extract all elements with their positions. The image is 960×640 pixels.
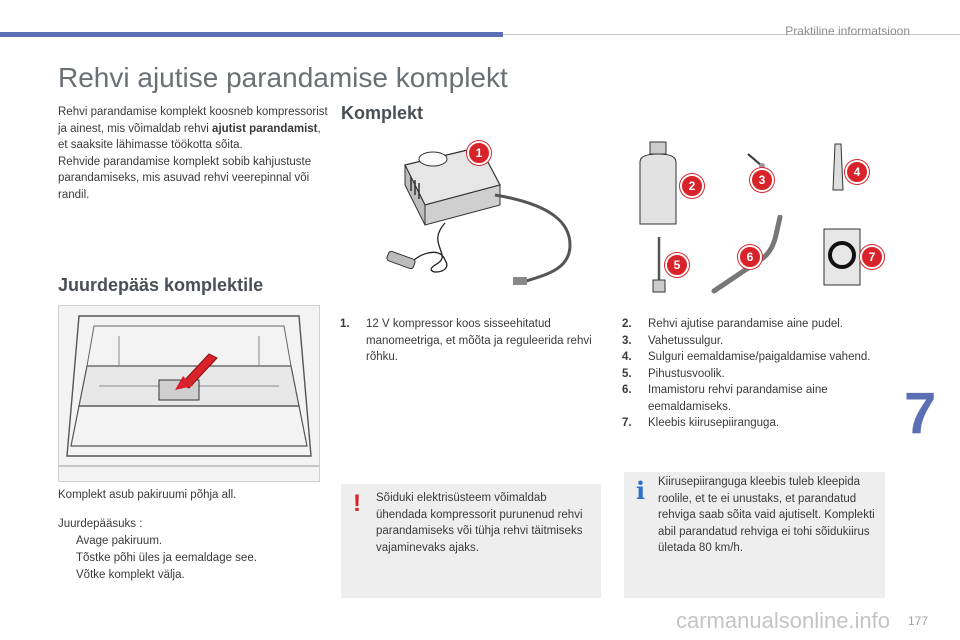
info-icon: i — [636, 476, 646, 505]
kit-item — [622, 415, 892, 432]
kit-item-text: Kleebis kiirusepiiranguga. — [648, 417, 780, 429]
section-title: Praktiline informatsioon — [785, 24, 910, 38]
kit-item-number: 2. — [622, 318, 632, 330]
badge-1: 1 — [467, 141, 491, 165]
kit-item-number: 5. — [622, 367, 632, 380]
access-steps-title: Juurdepääsuks : — [58, 518, 143, 530]
compressor-illustration — [385, 135, 585, 295]
access-caption: Komplekt asub pakiruumi põhja all. — [58, 489, 237, 501]
sticker-illustration — [820, 225, 885, 290]
kit-item — [622, 382, 892, 415]
badge-2: 2 — [680, 174, 704, 198]
kit-item-number: 3. — [622, 334, 632, 347]
badge-5: 5 — [665, 253, 689, 277]
trunk-illustration — [58, 305, 320, 482]
access-step-text: Avage pakiruum. — [76, 535, 163, 547]
valve-core-illustration — [740, 150, 780, 190]
hose-illustration — [645, 235, 695, 295]
access-steps — [58, 516, 257, 584]
kit-item-text: Vahetussulgur. — [648, 334, 724, 347]
intro-p1-b: , et saaksite lähimasse töökotta sõita. — [58, 122, 321, 151]
kit-heading: Komplekt — [341, 103, 424, 123]
kit-item-number: 4. — [622, 351, 632, 363]
kit-item-text: 12 V kompressor koos sisseehitatud manomeetriga, et mõõta ja reguleerida rehvi rõhku. — [366, 318, 592, 363]
access-step — [58, 567, 257, 584]
access-step — [58, 533, 257, 550]
kit-item-number: 1. — [340, 318, 350, 330]
kit-item-text: Imamistoru rehvi parandamise aine eemaldamiseks. — [648, 384, 828, 413]
badge-7: 7 — [860, 245, 884, 269]
intro-p2: Rehvide parandamise komplekt sobib kahjustuste parandamiseks, mis asuvad rehvi veerepinnal või randil. — [58, 155, 312, 201]
kit-list-right — [622, 316, 892, 432]
trunk-drawing — [59, 306, 319, 481]
valve-tool-illustration — [825, 140, 870, 200]
kit-list-left — [340, 316, 600, 366]
page-number: 177 — [908, 614, 929, 628]
bottle-illustration — [630, 140, 710, 230]
kit-item-number: 6. — [622, 384, 632, 396]
access-heading: Juurdepääs komplektile — [58, 275, 264, 295]
kit-item-number: 7. — [622, 417, 632, 429]
warning-text: Sõiduki elektrisüsteem võimaldab ühendada kompressorit purunenud rehvi parandamiseks või tühja rehvi täitmiseks vajaminevaks ajaks. — [376, 492, 583, 554]
access-step — [58, 550, 257, 567]
kit-item — [622, 333, 892, 350]
warning-icon: ! — [353, 490, 361, 517]
kit-item — [622, 349, 892, 366]
badge-6: 6 — [738, 245, 762, 269]
badge-4: 4 — [845, 160, 869, 184]
header-accent-bar — [0, 32, 503, 37]
chapter-number: 7 — [904, 381, 937, 446]
page-title: Rehvi ajutise parandamise komplekt — [58, 62, 508, 93]
kit-item — [622, 316, 892, 333]
kit-item-text: Sulguri eemaldamise/paigaldamise vahend. — [648, 351, 871, 363]
access-step-text: Võtke komplekt välja. — [76, 569, 185, 581]
kit-item-text: Rehvi ajutise parandamise aine pudel. — [648, 318, 843, 330]
info-text: Kiirusepiiranguga kleebis tuleb kleepida roolile, et te ei unustaks, et parandatud rehviga saab sõita vaid ajutiselt. Komplekti abil parandatud rehviga ei tohi sõidukiirus ületada 80 km/h. — [658, 476, 875, 554]
badge-3: 3 — [750, 168, 774, 192]
intro-p1-bold: ajutist parandamist — [212, 122, 318, 135]
suction-tube-illustration — [710, 215, 790, 295]
kit-item-text: Pihustusvoolik. — [648, 367, 725, 380]
intro-p1-a: Rehvi parandamise komplekt koosneb kompressorist ja ainest, mis võimaldab rehvi — [58, 106, 328, 135]
kit-item — [340, 316, 600, 366]
intro-text — [58, 104, 328, 203]
kit-item — [622, 366, 892, 383]
watermark: carmanualsonline.info — [676, 608, 891, 633]
access-step-text: Tõstke põhi üles ja eemaldage see. — [76, 552, 257, 564]
